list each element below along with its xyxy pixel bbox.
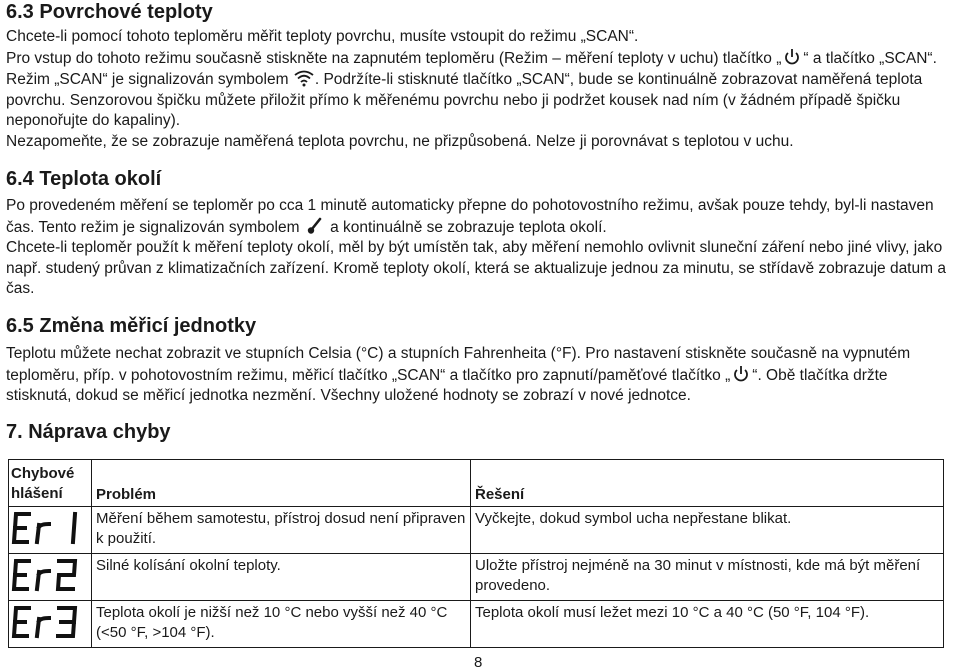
header-problem: Problém [92, 460, 471, 507]
problem-cell: Silné kolísání okolní teploty. [92, 554, 471, 601]
table-row [9, 554, 944, 601]
s65-paragraph: Teplotu můžete nechat zobrazit ve stupních Celsia (°C) a stupních Fahrenheita (°F). Pro nastavení stiskněte současně na vypnutém teploměru, příp. v pohotovostním režimu, měřicí tlačítko „SCAN“ a tlačítko pro zapnutí/paměťové tlačítko „ “. Obě tlačítka držte stisknutá, dokud se měřicí jednotka nezmění. Všechny uložené hodnoty se zobrazí v nové jednotce. [6, 345, 911, 404]
header-error-code: Chybové hlášení [9, 460, 92, 507]
table-header-row [9, 460, 944, 507]
error-code-er3 [9, 601, 92, 648]
solution-cell: Teplota okolí musí ležet mezi 10 °C a 40 °C (50 °F, 104 °F). [471, 601, 944, 648]
table-row [9, 507, 944, 554]
power-icon [781, 48, 803, 66]
solution-cell: Uložte přístroj nejméně na 30 minut v místnosti, kde má být měření provedeno. [471, 554, 944, 601]
error-table [8, 459, 944, 648]
section-7-title: 7. Náprava chyby [6, 421, 171, 443]
problem-cell: Teplota okolí je nižší než 10 °C nebo vyšší než 40 °C (<50 °F, >104 °F). [92, 601, 471, 648]
section-6-4-title: 6.4 Teplota okolí [6, 168, 162, 190]
scan-wave-icon [293, 69, 315, 87]
page-number: 8 [474, 654, 483, 671]
lcd-er1-icon [11, 511, 87, 545]
error-code-er1 [9, 507, 92, 554]
problem-cell: Měření během samotestu, přístroj dosud není připraven k použití. [92, 507, 471, 554]
solution-cell: Vyčkejte, dokud symbol ucha nepřestane blikat. [471, 507, 944, 554]
section-6-3-title: 6.3 Povrchové teploty [6, 1, 213, 23]
lcd-er3-icon [11, 605, 87, 639]
section-6-5-title: 6.5 Změna měřicí jednotky [6, 315, 257, 337]
header-solution: Řešení [471, 460, 944, 507]
error-code-er2 [9, 554, 92, 601]
power-icon [730, 365, 752, 383]
thermometer-standby-icon [304, 217, 326, 235]
lcd-er2-icon [11, 558, 87, 592]
s63-paragraph-1: Chcete-li pomocí tohoto teploměru měřit teploty povrchu, musíte vstoupit do režimu „SCAN“. Pro vstup do tohoto režimu současně stiskněte na zapnutém teploměru (Režim – měření teploty v uchu) tlačítko „ “ a tlačítko „SCAN“. Režim „SCAN“ je signalizován symbolem . Podržíte-li stisknuté tlačítko „SCAN“, bude se kontinuálně zobrazovat naměřená teplota povrchu. Senzorovou špičku můžete přiložit přímo k měřenému povrchu nebo ji podržet kousek nad ním (v žádném případě špičku neponořujte do kapaliny). Nezapomeňte, že se zobrazuje naměřená teplota povrchu, ne přizpůsobená. Nelze ji porovnávat s teplotou v uchu. [6, 28, 937, 150]
s64-paragraphs: Po provedeném měření se teploměr po cca 1 minutě automaticky přepne do pohotovostního režimu, avšak pouze tehdy, byl-li nastaven čas. Tento režim je signalizován symbolem a kontinuálně se zobrazuje teplota okolí. Chcete-li teploměr použít k měření teploty okolí, měl by být umístěn tak, aby měření nemohlo ovlivnit sluneční záření nebo jiné vlivy, jako např. studený průvan z klimatizačních zařízení. Kromě teploty okolí, která se aktualizuje jednou za minutu, se střídavě zobrazuje datum a čas. [6, 197, 946, 297]
table-row [9, 601, 944, 648]
